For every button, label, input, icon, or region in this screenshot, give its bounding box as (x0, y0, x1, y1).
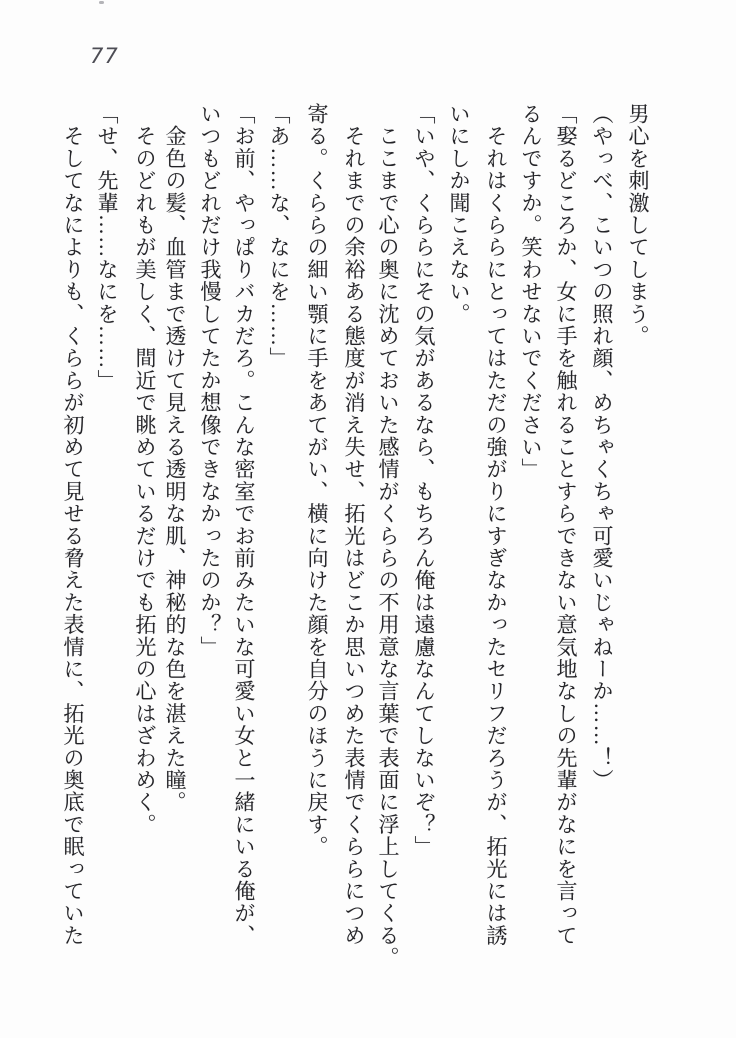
text-column: 「お前、やっぱりバカだろ。こんな密室でお前みたいな可愛い女と一緒にいる俺が、 (232, 103, 256, 947)
text-column: それまでの余裕ある態度が消え失せ、拓光はどこか思いつめた表情でくららにつめ (342, 103, 366, 947)
text-column: いつもどれだけ我慢してたか想像できなかったのか？」 (198, 103, 222, 658)
text-column: るんですか。笑わせないでください」 (519, 103, 543, 481)
text-column: （やっべ、こいつの照れ顔、めちゃくちゃ可愛いじゃねーか……！） (590, 103, 614, 792)
text-column: 寄る。くららの細い顎に手をあてがい、横に向けた顔を自分のほうに戻す。 (305, 103, 329, 858)
text-column: そしてなによりも、くららが初めて見せる脅えた表情に、拓光の奥底で眠っていた (61, 103, 85, 947)
text-column: ここまで心の奥に沈めておいた感情がくららの不用意な言葉で表面に浮上してくる。 (376, 103, 400, 969)
text-column: 「せ、先輩……なにを……」 (95, 103, 119, 392)
scan-artifact (99, 1, 104, 4)
text-column: いにしか聞こえない。 (447, 103, 471, 325)
text-column: 「娶るどころか、女に手を触れることすらできない意気地なしの先輩がなにを言って (554, 103, 578, 947)
text-column: それはくららにとってはただの強がりにすぎなかったセリフだろうが、拓光には誘 (484, 103, 508, 947)
page-number: 77 (90, 44, 119, 68)
text-column: 「いや、くららにその気があるなら、もちろん俺は遠慮なんてしないぞ？」 (412, 103, 436, 858)
text-column: 金色の髪、血管まで透けて見える透明な肌、神秘的な色を湛えた瞳。 (163, 103, 187, 814)
text-column: 「あ……な、なにを……」 (267, 103, 291, 370)
text-column: 男心を刺激してしまう。 (626, 103, 650, 348)
text-column: そのどれもが美しく、間近で眺めているだけでも拓光の心はざわめく。 (133, 103, 157, 836)
